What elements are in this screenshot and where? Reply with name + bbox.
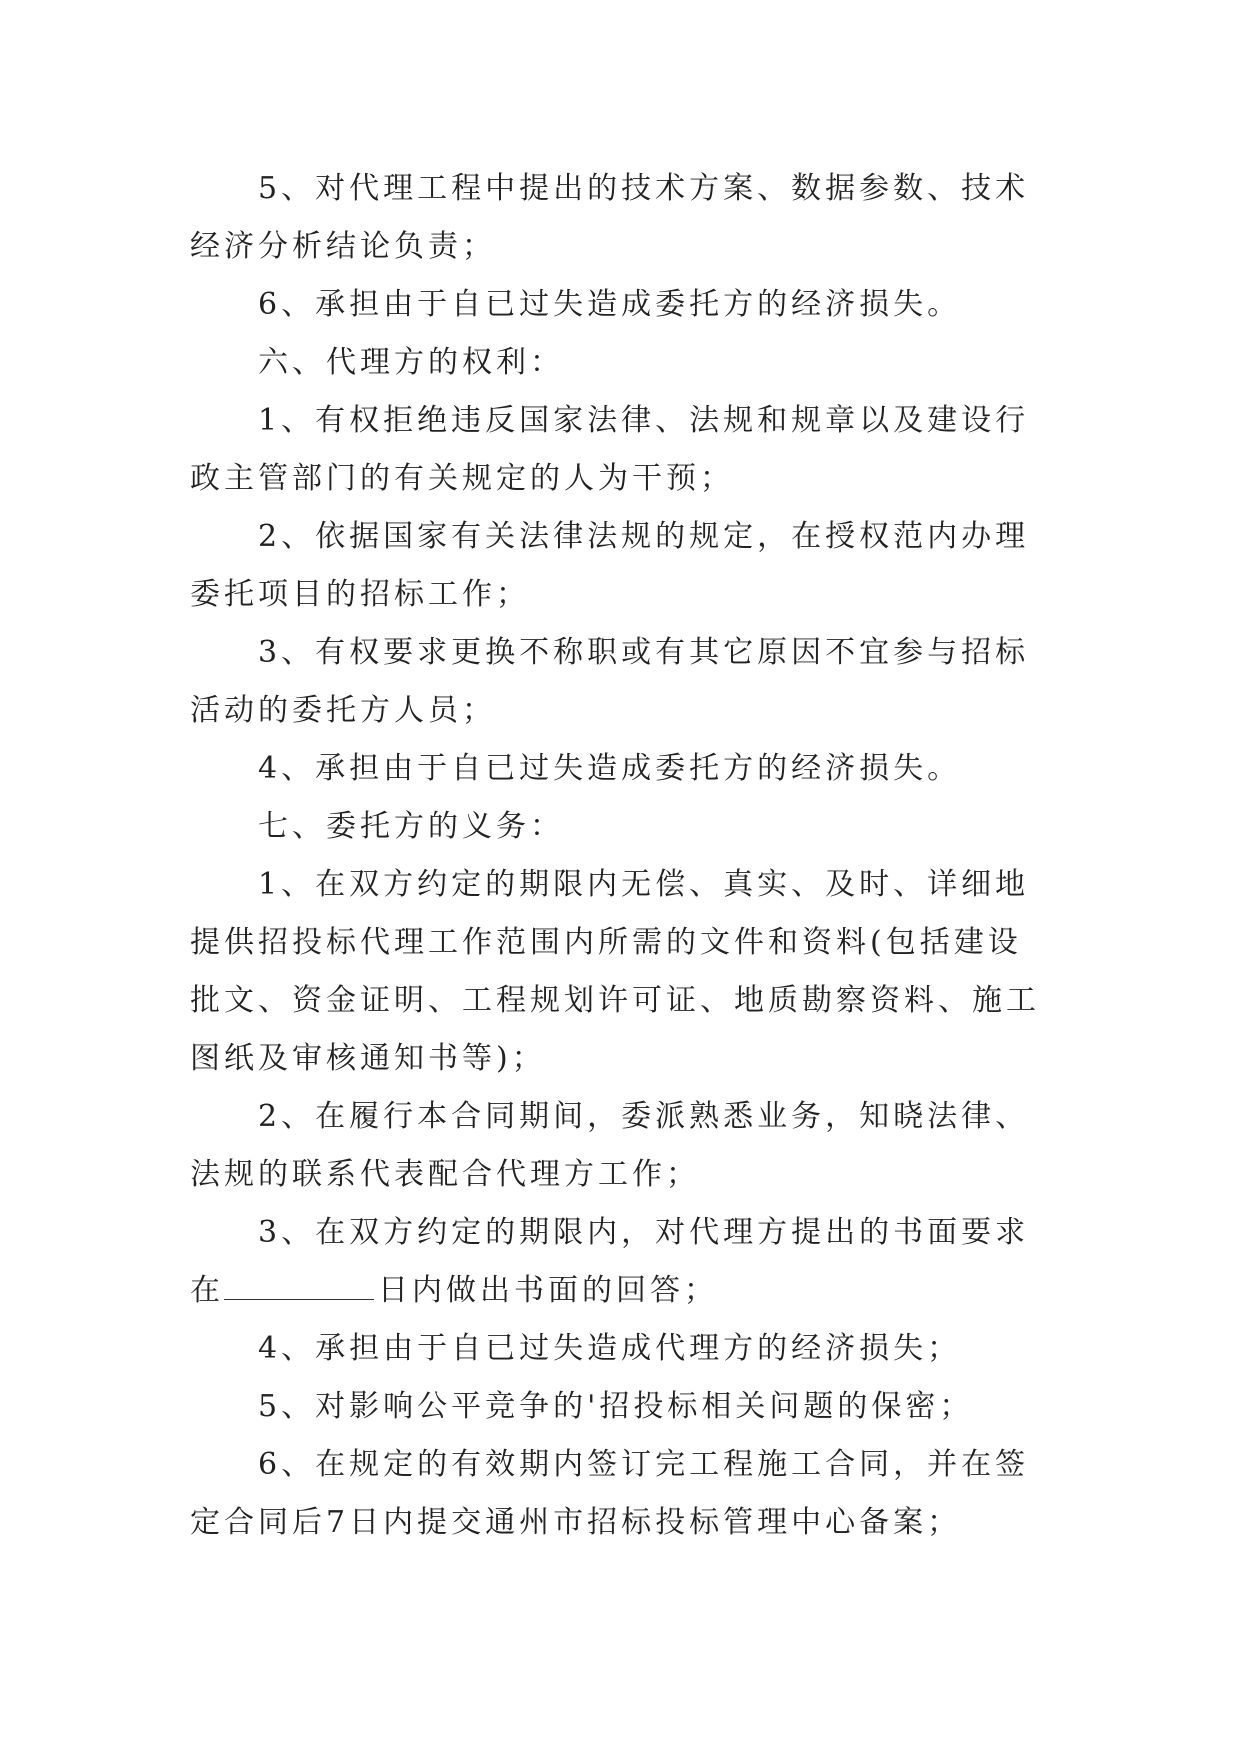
paragraph-client-duty-5: 5、对影响公平竞争的'招投标相关问题的保密； <box>258 1389 974 1424</box>
section-heading-agent-rights: 六、代理方的权利： <box>258 345 564 380</box>
paragraph-client-duty-1: 1、在双方约定的期限内无偿、真实、及时、详细地提供招投标代理工作范围内所需的文件和资料(包括建设批文、资金证明、工程规划许可证、地质勘察资料、施工图纸及审核通知书等)； <box>190 867 1040 1076</box>
paragraph-agent-duty-6: 6、承担由于自已过失造成委托方的经济损失。 <box>258 287 962 322</box>
paragraph-client-duty-3 <box>190 1204 1050 1320</box>
paragraph-client-duty-3-before: 3、在双方约定的期限内，对代理方提出的书面要求在 <box>190 1215 1030 1308</box>
paragraph-client-duty-4: 4、承担由于自已过失造成代理方的经济损失； <box>258 1331 962 1366</box>
paragraph-client-duty-2: 2、在履行本合同期间，委派熟悉业务，知晓法律、法规的联系代表配合代理方工作； <box>190 1099 1030 1192</box>
paragraph-client-duty-3-after: 日内做出书面的回答； <box>378 1273 718 1308</box>
paragraph-client-duty-6: 6、在规定的有效期内签订完工程施工合同，并在签定合同后7日内提交通州市招标投标管理中心备案； <box>190 1447 1030 1540</box>
fill-in-blank-days <box>224 1273 374 1300</box>
section-heading-client-duties: 七、委托方的义务： <box>258 809 564 844</box>
paragraph-agent-duty-5: 5、对代理工程中提出的技术方案、数据参数、技术经济分析结论负责； <box>190 171 1030 264</box>
document-body <box>190 160 1050 1552</box>
paragraph-agent-right-1: 1、有权拒绝违反国家法律、法规和规章以及建设行政主管部门的有关规定的人为干预； <box>190 403 1030 496</box>
paragraph-agent-right-2: 2、依据国家有关法律法规的规定，在授权范内办理委托项目的招标工作； <box>190 519 1030 612</box>
paragraph-agent-right-3: 3、有权要求更换不称职或有其它原因不宜参与招标活动的委托方人员； <box>190 635 1030 728</box>
paragraph-agent-right-4: 4、承担由于自已过失造成委托方的经济损失。 <box>258 751 962 786</box>
